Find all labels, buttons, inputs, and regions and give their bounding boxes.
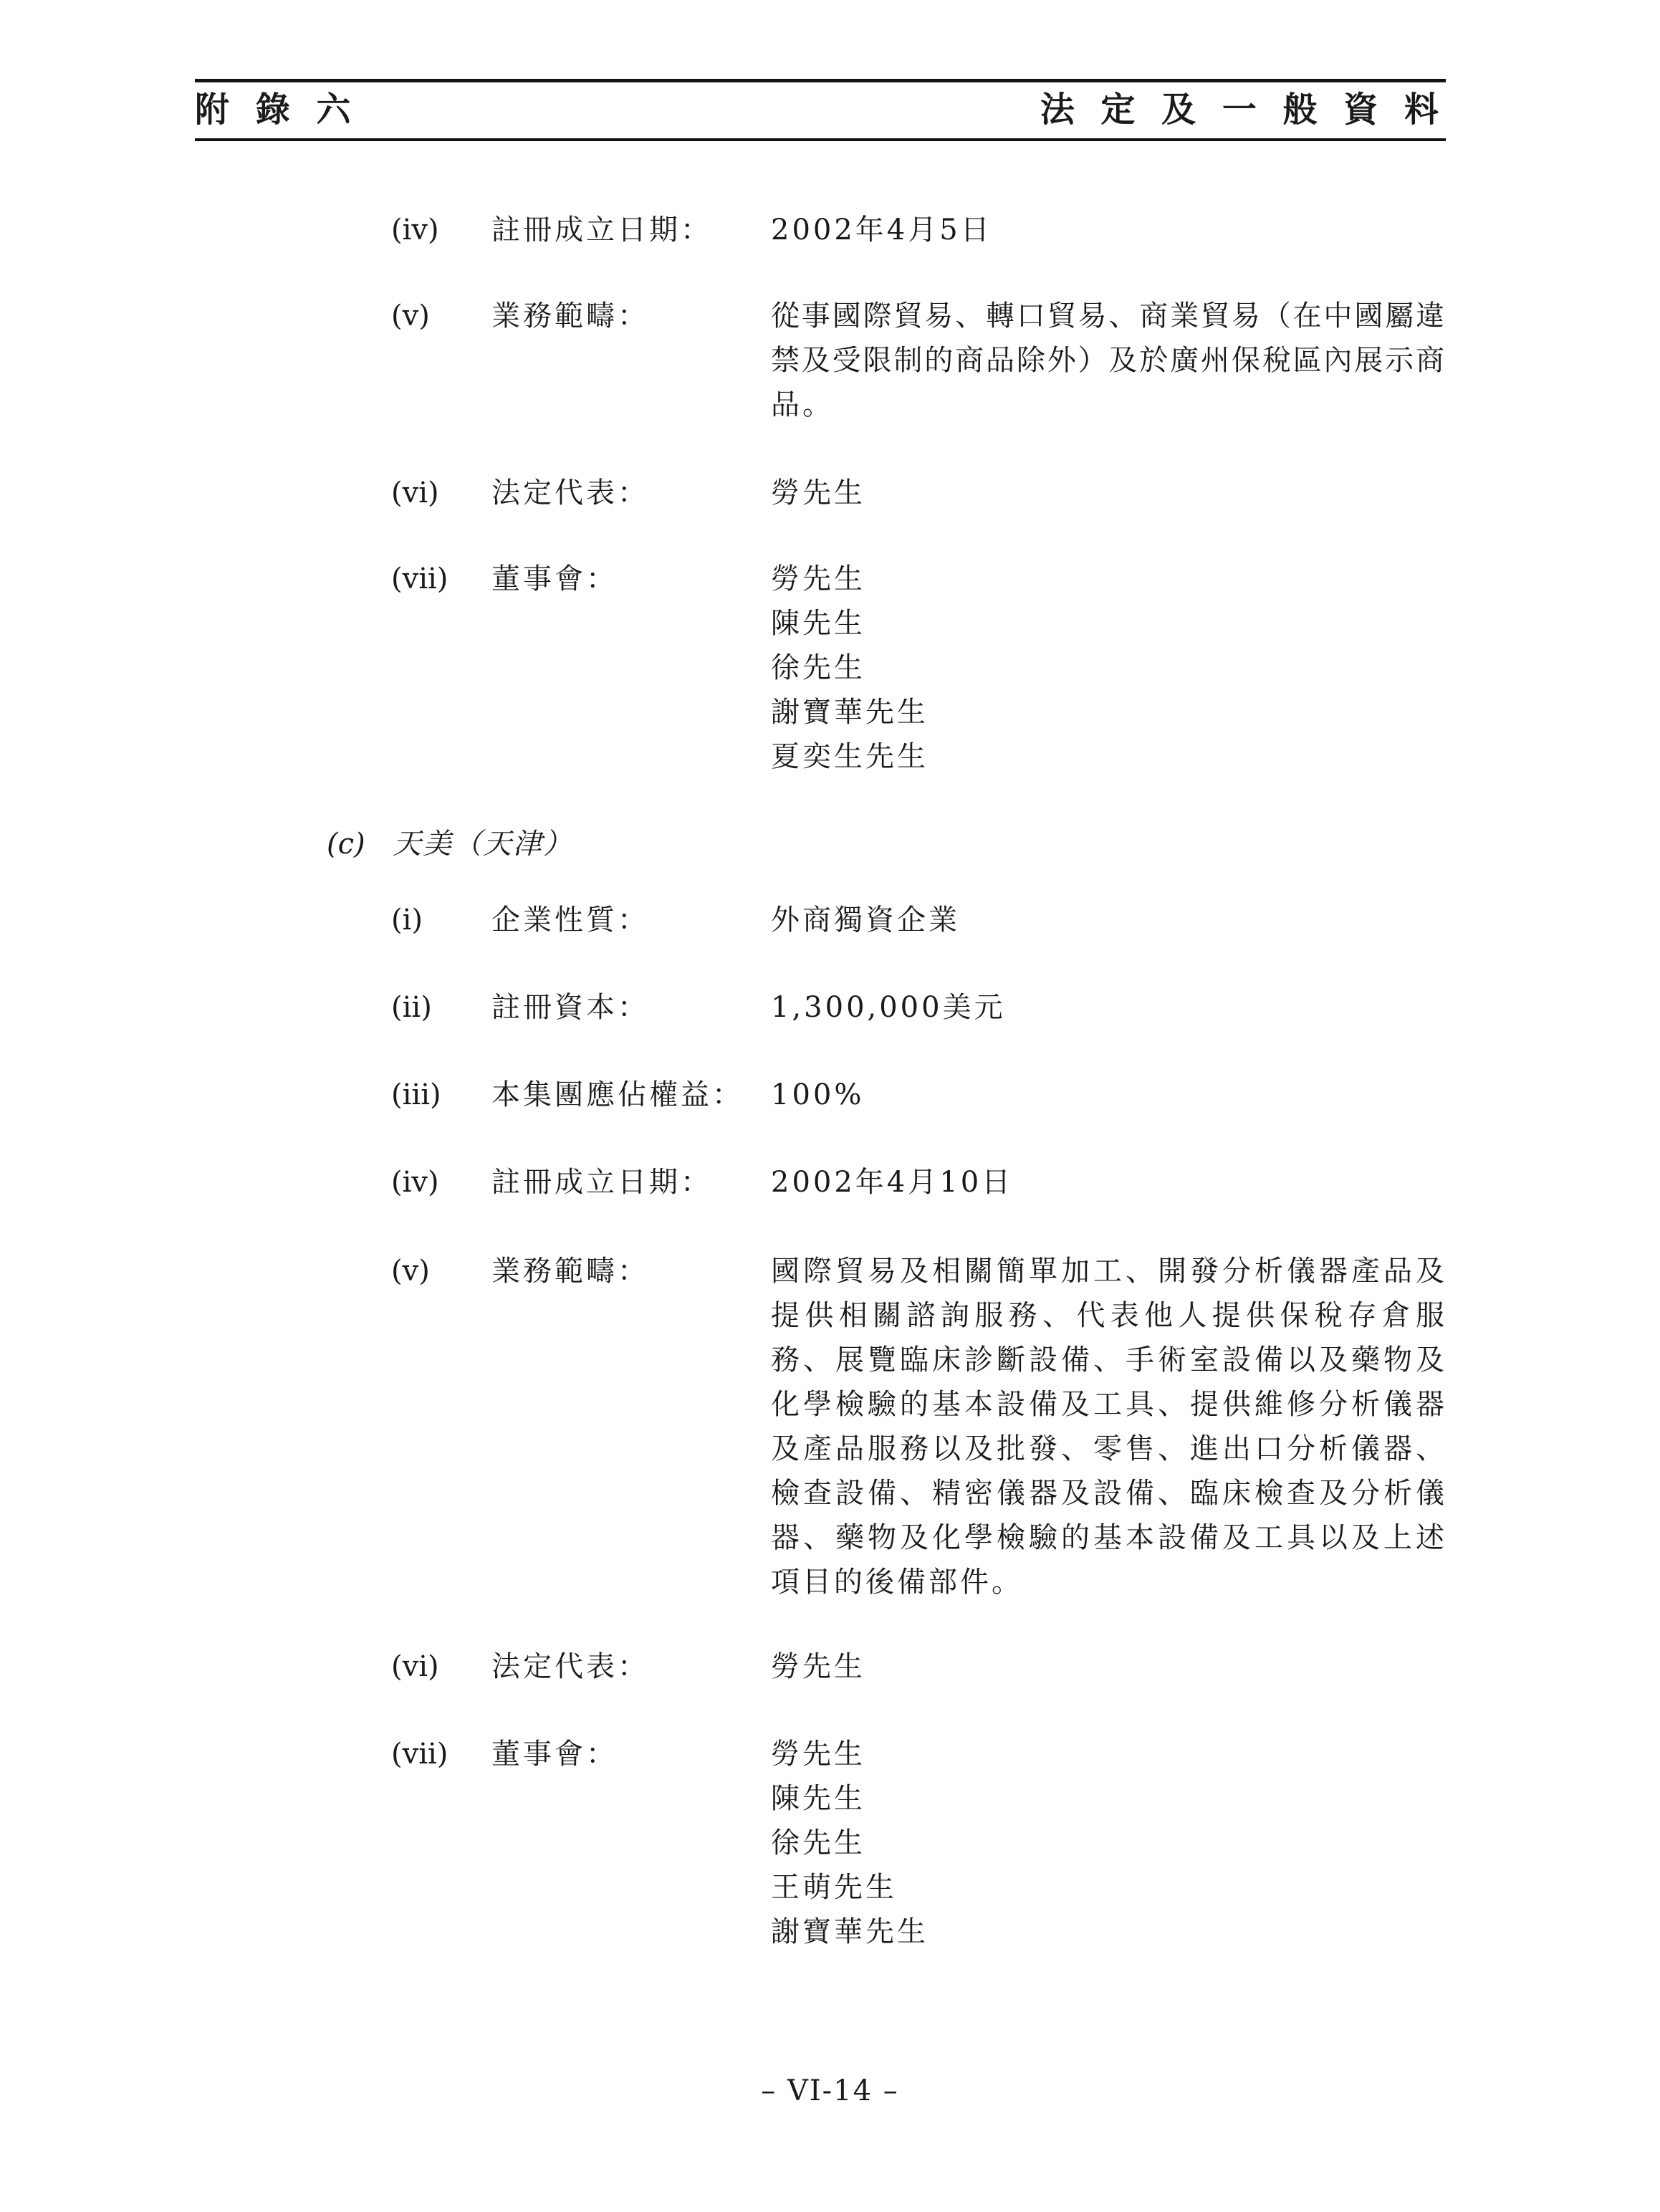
value-line: 務、展覽臨床診斷設備、手術室設備以及藥物及: [771, 1344, 1446, 1376]
header-top-rule: [195, 79, 1446, 82]
value-line: 外商獨資企業: [771, 904, 960, 937]
value-line: 徐先生: [771, 651, 865, 684]
item-value: [771, 294, 1446, 427]
value-line: 從事國際貿易、轉口貿易、商業貿易（在中國屬違: [771, 300, 1446, 332]
value-line: 陳先生: [771, 607, 865, 640]
item-value: [771, 1073, 1446, 1117]
item-value: [771, 1249, 1446, 1604]
item-label: 董事會：: [491, 562, 618, 595]
value-line: 謝寶華先生: [771, 1915, 929, 1948]
value-line: 2002年4月10日: [771, 1166, 1014, 1199]
item-label: 註冊成立日期：: [491, 1166, 712, 1199]
item-label: 企業性質：: [491, 904, 649, 937]
item-value: [771, 1644, 1446, 1689]
item-value: [771, 985, 1446, 1030]
item-label: 本集團應佔權益：: [491, 1078, 744, 1111]
header-bottom-rule: [195, 138, 1446, 141]
value-line: 品。: [771, 388, 834, 421]
value-line: 徐先生: [771, 1826, 865, 1859]
item-value: [771, 898, 1446, 942]
value-line: 國際貿易及相關簡單加工、開發分析儀器產品及: [771, 1255, 1446, 1288]
item-label: 法定代表：: [491, 1650, 649, 1683]
value-line: 夏奕生先生: [771, 740, 929, 773]
item-label: 業務範疇：: [491, 300, 649, 332]
value-line: 勞先生: [771, 477, 865, 509]
item-number: (vi): [391, 477, 439, 509]
value-line: 勞先生: [771, 562, 865, 595]
appendix-title: 附 錄 六: [195, 90, 358, 130]
item-value: [771, 557, 1446, 779]
item-label: 業務範疇：: [491, 1255, 649, 1288]
subsection-title: 天美（天津）: [393, 828, 573, 861]
value-line: 勞先生: [771, 1650, 865, 1683]
item-number: (iv): [391, 214, 439, 246]
value-line: 勞先生: [771, 1738, 865, 1771]
item-label: 董事會：: [491, 1738, 618, 1771]
item-number: (iii): [391, 1078, 441, 1111]
item-number: (i): [391, 904, 423, 937]
value-line: 及產品服務以及批發、零售、進出口分析儀器、: [771, 1432, 1446, 1465]
value-line: 王萌先生: [771, 1871, 897, 1904]
page-number: – VI-14 –: [761, 2074, 899, 2107]
subsection-id: (c): [327, 828, 365, 861]
item-number: (ii): [391, 991, 432, 1024]
item-value: [771, 471, 1446, 515]
value-line: 禁及受限制的商品除外）及於廣州保稅區內展示商: [771, 344, 1446, 377]
item-value: [771, 208, 1446, 252]
item-label: 註冊資本：: [491, 991, 649, 1024]
value-line: 2002年4月5日: [771, 214, 992, 246]
item-number: (v): [391, 300, 430, 332]
value-line: 器、藥物及化學檢驗的基本設備及工具以及上述: [771, 1521, 1446, 1554]
item-number: (iv): [391, 1166, 439, 1199]
item-number: (vii): [391, 562, 448, 595]
item-label: 法定代表：: [491, 477, 649, 509]
item-label: 註冊成立日期：: [491, 214, 712, 246]
item-number: (vii): [391, 1738, 448, 1771]
value-line: 1,300,000美元: [771, 991, 1006, 1024]
value-line: 提供相關諮詢服務、代表他人提供保稅存倉服: [771, 1299, 1446, 1332]
item-number: (v): [391, 1255, 430, 1288]
value-line: 100%: [771, 1078, 865, 1111]
value-line: 項目的後備部件。: [771, 1566, 1023, 1599]
item-value: [771, 1732, 1446, 1954]
value-line: 檢查設備、精密儀器及設備、臨床檢查及分析儀: [771, 1477, 1446, 1510]
item-value: [771, 1160, 1446, 1205]
value-line: 謝寶華先生: [771, 696, 929, 729]
section-heading: 法 定 及 一 般 資 料: [1040, 90, 1446, 130]
item-number: (vi): [391, 1650, 439, 1683]
value-line: 化學檢驗的基本設備及工具、提供維修分析儀器: [771, 1388, 1446, 1421]
value-line: 陳先生: [771, 1782, 865, 1815]
